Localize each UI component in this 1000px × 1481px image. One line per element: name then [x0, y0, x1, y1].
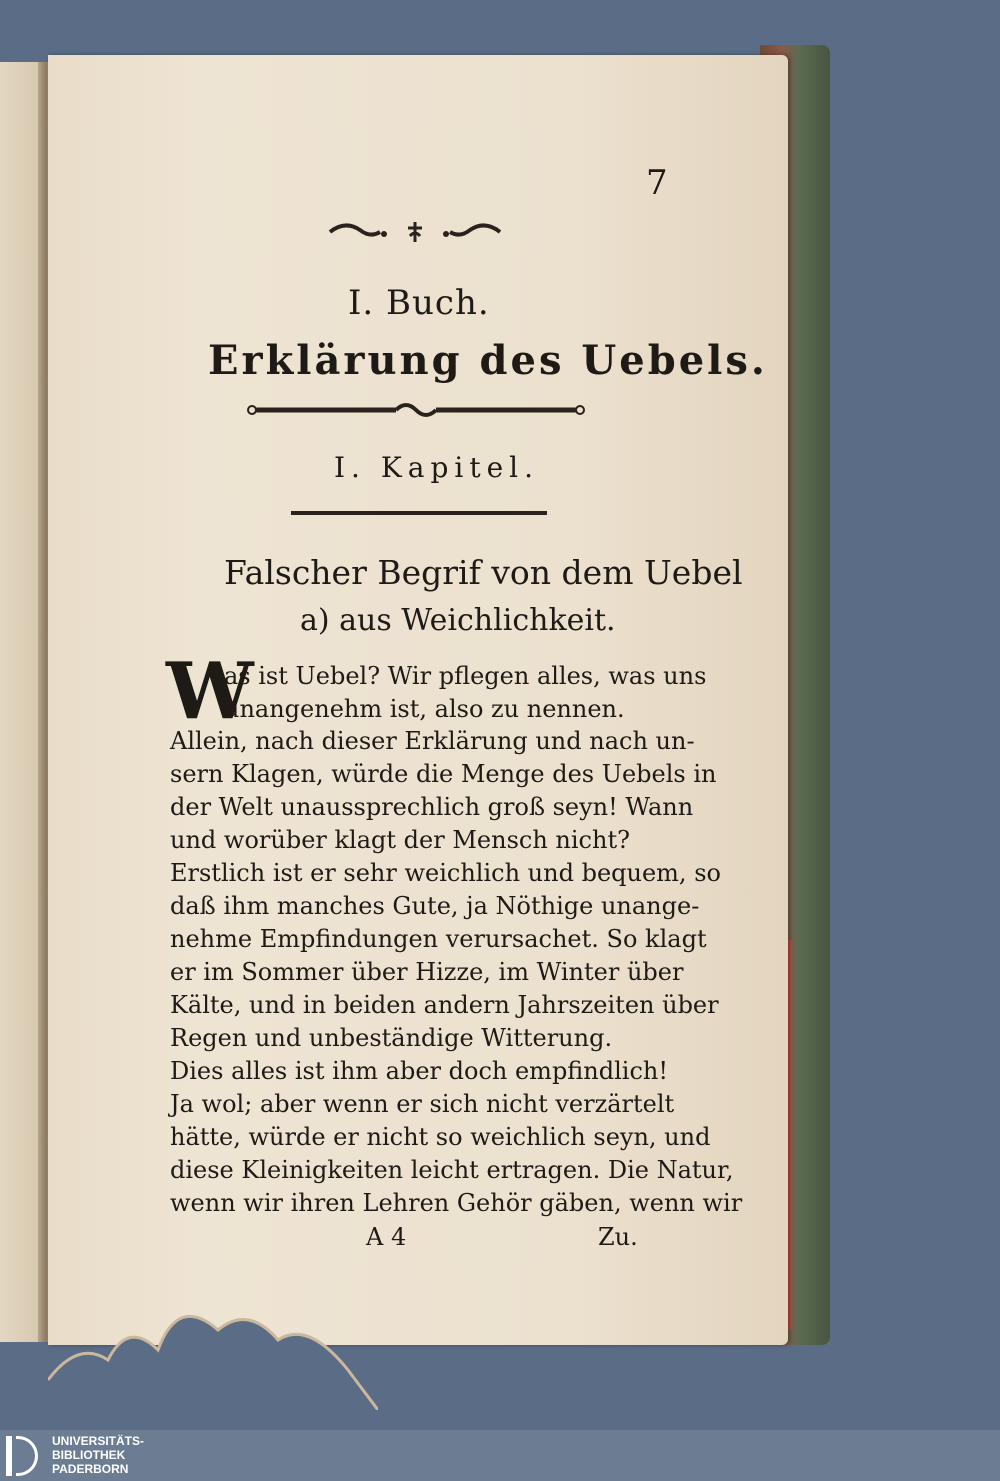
- page-damage: [48, 1300, 378, 1410]
- body-line: Ja wol; aber wenn er sich nicht verzärtelt: [170, 1090, 675, 1118]
- library-name-line1: UNIVERSITÄTS-: [52, 1434, 145, 1448]
- flourish-ornament-icon: [320, 218, 510, 246]
- body-line: as ist Uebel? Wir pflegen alles, was uns: [224, 662, 707, 690]
- catchword: Zu.: [598, 1223, 638, 1251]
- book-title: Erklärung des Uebels.: [208, 337, 768, 384]
- book-heading: I. Buch.: [348, 283, 490, 323]
- library-logo-icon: [4, 1434, 44, 1478]
- body-line: Kälte, und in beiden andern Jahrszeiten über: [170, 991, 719, 1019]
- body-line: Erstlich ist er sehr weichlich und bequem, so: [170, 859, 721, 887]
- ornamental-rule: [246, 400, 586, 420]
- body-line: sern Klagen, würde die Menge des Uebels in: [170, 760, 717, 788]
- body-line: Allein, nach dieser Erklärung und nach un-: [170, 727, 695, 755]
- body-line: nehme Empfindungen verursachet. So klagt: [170, 925, 707, 953]
- body-line: wenn wir ihren Lehren Gehör gäben, wenn wir: [170, 1189, 743, 1217]
- footer-bar: [0, 1430, 1000, 1481]
- library-name-line2: BIBLIOTHEK: [52, 1448, 126, 1462]
- body-line: der Welt unaussprechlich groß seyn! Wann: [170, 793, 694, 821]
- body-line: und worüber klagt der Mensch nicht?: [170, 826, 630, 854]
- horizontal-rule: [291, 510, 547, 516]
- signature-mark: A 4: [366, 1223, 407, 1251]
- body-line: er im Sommer über Hizze, im Winter über: [170, 958, 684, 986]
- section-subtitle: a) aus Weichlichkeit.: [300, 603, 616, 638]
- body-line: Regen und unbeständige Witterung.: [170, 1024, 613, 1052]
- body-line: Dies alles ist ihm aber doch empfindlich!: [170, 1057, 669, 1085]
- section-title: Falscher Begrif von dem Uebel: [224, 553, 743, 592]
- page-number: 7: [646, 163, 668, 203]
- library-name-line3: PADERBORN: [52, 1462, 129, 1476]
- body-line: hätte, würde er nicht so weichlich seyn, und: [170, 1123, 711, 1151]
- chapter-heading: I. Kapitel.: [334, 451, 540, 484]
- body-line: unangenehm ist, also zu nennen.: [224, 695, 625, 723]
- body-line: daß ihm manches Gute, ja Nöthige unange-: [170, 892, 700, 920]
- body-line: diese Kleinigkeiten leicht ertragen. Die Natur,: [170, 1156, 734, 1184]
- drop-cap: W: [166, 646, 254, 737]
- book-page: [48, 55, 788, 1345]
